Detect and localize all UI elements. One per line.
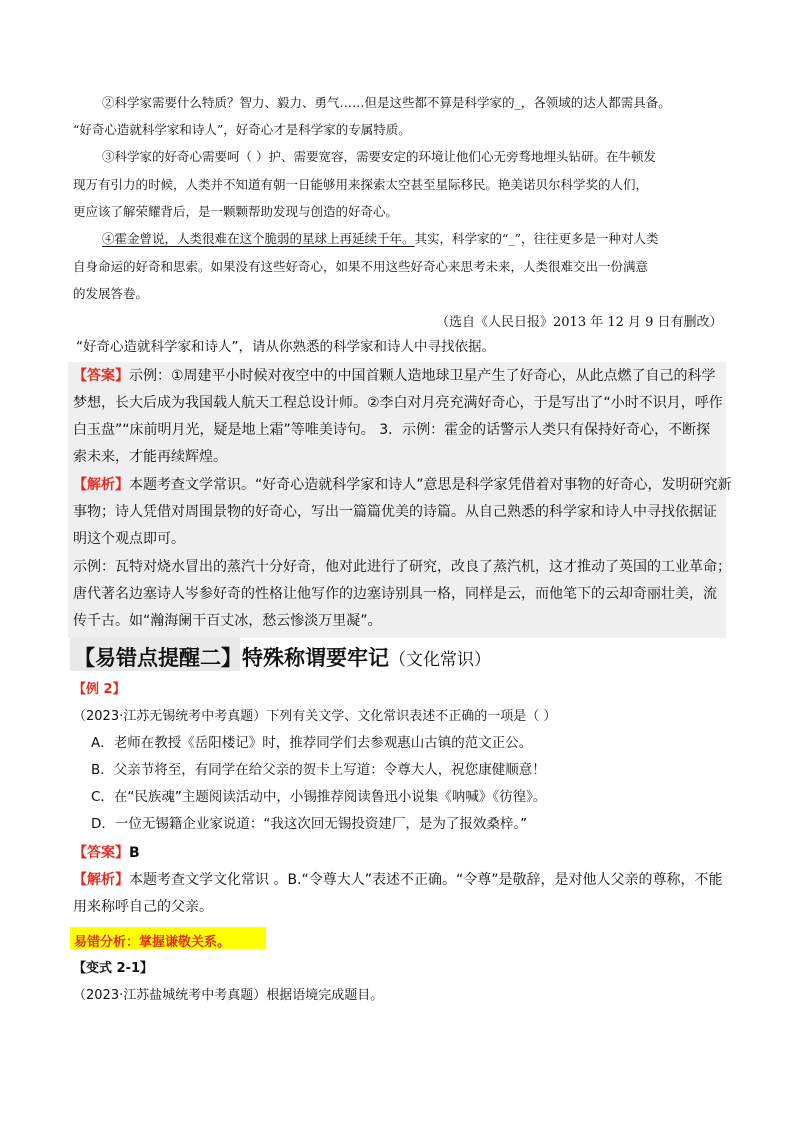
passage-paragraph-2-line-2: “好奇心造就科学家和诗人”，好奇心才是科学家的专属特质。 [73, 122, 411, 137]
example-line-1: 示例：瓦特对烧水冒出的蒸汽十分好奇，他对此进行了研究，改良了蒸汽机，这才推动了英国的工业革命； [73, 559, 731, 575]
example-analysis-line-1 [73, 873, 723, 887]
passage-paragraph-4-line-1 [102, 233, 659, 246]
analysis-tag: 【解析】 [73, 477, 129, 493]
variant-tag: 【变式 2-1】 [73, 961, 154, 976]
answer-line-3: 白玉盘”“床前明月光，疑是地上霜”等唯美诗句。 3．示例：霍金的话警示人类只有保持好奇心，不断探 [73, 422, 711, 438]
passage-source: （选自《人民日报》2013 年 12 月 9 日有删改） [436, 315, 723, 330]
section-heading-sub: （文化常识） [389, 650, 491, 670]
answer-text: 示例：①周建平小时候对夜空中的中国首颗人造地球卫星产生了好奇心，从此点燃了自己的科学 [129, 368, 716, 384]
passage-paragraph-3-line-3: 更应该了解荣耀背后，是一颗颗帮助发现与创造的好奇心。 [73, 204, 399, 219]
option-b: B．父亲节将至，有同学在给父亲的贺卡上写道：令尊大人，祝您康健顺意！ [91, 762, 546, 778]
section-heading-main: 特殊称谓要牢记 [242, 646, 389, 670]
analysis-line-2: 事物；诗人凭借对周围景物的好奇心，写出一篇篇优美的诗篇。从自己熟悉的科学家和诗人中寻找依据证 [73, 504, 717, 520]
example-analysis-tag: 【解析】 [73, 872, 129, 888]
passage-paragraph-4-line-2: 自身命运的好奇和思索。如果没有这些好奇心，如果不用这些好奇心来思考未来，人类很难交出一份满意 [73, 259, 649, 274]
analysis-text: 本题考查文学常识。“好奇心造就科学家和诗人”意思是科学家凭借着对事物的好奇心，发明研究新 [129, 477, 732, 493]
example-answer-tag: 【答案】 [73, 845, 129, 861]
example-line-3: 传千古。如“瀚海阑干百丈冰，愁云惨淡万里凝”。 [73, 613, 382, 629]
option-a: A．老师在教授《岳阳楼记》时，推荐同学们去参观惠山古镇的范文正公。 [91, 735, 533, 751]
passage-paragraph-3-line-1: ③科学家的好奇心需要呵（ ）护、需要宽容，需要安定的环境让他们心无旁骛地埋头钻研。在牛顿发 [102, 149, 656, 164]
answer-line-4: 索未来，才能再续辉煌。 [73, 449, 227, 465]
passage-paragraph-3-line-2: 现万有引力的时候，人类并不知道有朝一日能够用来探索太空甚至星际移民。艳美诺贝尔科学奖的人们， [73, 177, 649, 192]
underlined-sentence: ④霍金曾说，人类很难在这个脆弱的星球上再延续千年。 [102, 231, 415, 246]
variant-stem: （2023·江苏盐城统考中考真题）根据语境完成题目。 [73, 988, 384, 1003]
section-heading-bracket: 【易错点提醒二】 [74, 646, 242, 670]
section-heading [74, 642, 491, 672]
passage-paragraph-2-line-1: ②科学家需要什么特质？智力、毅力、勇气……但是这些都不算是科学家的_，各领域的达人都需具备。 [102, 95, 671, 110]
example-answer-value: B [129, 845, 140, 861]
option-c: C．在“民族魂”主题阅读活动中，小锡推荐阅读鲁迅小说集《呐喊》《彷徨》。 [91, 789, 547, 805]
example-stem: （2023·江苏无锡统考中考真题）下列有关文学、文化常识表述不正确的一项是（ ） [73, 709, 557, 724]
example-tag: 【例 2】 [73, 682, 126, 697]
answer-line-2: 梦想，长大后成为我国载人航天工程总设计师。②李白对月亮充满好奇心，于是写出了“小时不识月，呼作 [73, 395, 723, 411]
passage-paragraph-4-line-1-rest: 其实，科学家的“_”，往往更多是一种对人类 [414, 231, 659, 246]
error-note: 易错分析：掌握谦敬关系。 [74, 935, 231, 950]
answer-tag: 【答案】 [73, 368, 129, 384]
example-analysis-text: 本题考查文学文化常识 。B.“令尊大人”表述不正确。“令尊”是敬辞，是对他人父亲的尊称，不能 [129, 872, 723, 888]
example-analysis-line-2: 用来称呼自己的父亲。 [73, 899, 213, 915]
option-d: D．一位无锡籍企业家说道：“我这次回无锡投资建厂，是为了报效桑梓。” [91, 816, 528, 832]
example-line-2: 唐代著名边塞诗人岑参好奇的性格让他写作的边塞诗别具一格，同样是云，而他笔下的云却奇丽壮美，流 [73, 586, 717, 602]
analysis-line-3: 明这个观点即可。 [73, 531, 185, 547]
passage-paragraph-4-line-3: 的发展答卷。 [73, 286, 149, 301]
question-prompt: “好奇心造就科学家和诗人”，请从你熟悉的科学家和诗人中寻找依据。 [76, 339, 495, 355]
example-answer [73, 846, 140, 860]
analysis-line-1 [73, 478, 732, 492]
answer-line-1 [73, 369, 716, 383]
